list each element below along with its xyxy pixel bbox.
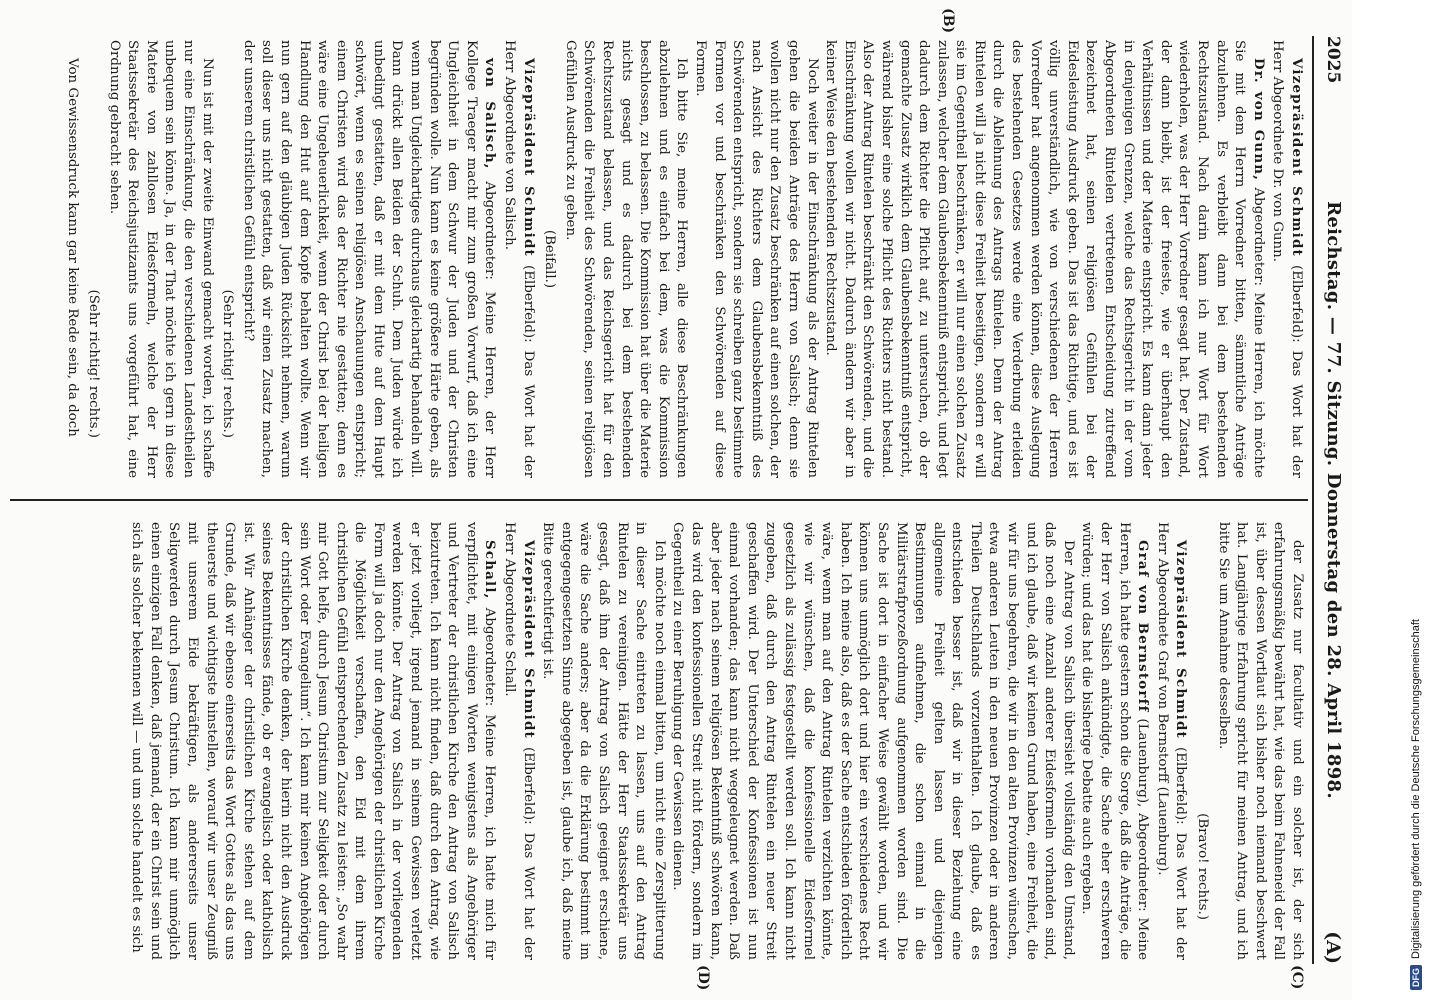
paragraph-text: der Zusatz nur facultativ und ein solcher ist, der sich erfahrungsmäßig bewährt hat, wie das beim Fahneneid der Fall ist, über dessen Wortlaut sich bisher noch niemand beschwert hat. Langjährige Erfahrung spricht für meinen Antrag, und ich bitte Sie um Annahme desselben.: [1215, 522, 1305, 960]
paragraph-text: Abgeordneter: Meine Herren, der Herr Kollege Traeger macht mir zum großen Vorwurf, daß ich eine Ungleichheit in dem Schwur der Juden und der Christen begründen wolle. Nun kann es keine größere Härte geben, als wenn man Ungleichartiges durchaus gleichartig behandeln will. Dann drückt allen Beiden der Schuh. Dem Juden würde ich unbedingt gestatten, daß er mit dem Hute auf dem Haupt schwört, wenn es seinen religiösen Anschauungen entspricht; einem Christen wird das der Richter nie gestatten; denn es wäre eine Ungeheuerlichkeit, wenn der Christ bei der heiligen Handlung den Hut auf dem Kopfe behalten wollte. Wenn wir nun gern auf den gläubigen Juden Rücksicht nehmen, warum soll dieser uns nicht gestatten, daß wir einen Zusatz machen, der unserem christlichen Gefühl entspricht?: [240, 40, 498, 478]
paragraph: [821, 40, 1268, 478]
paragraph-text: Ich bitte Sie, meine Herren, alle diese Beschränkungen abzulehnen und es einfach bei dem, was die Kommission beschlossen, zu belassen. Die Kommission hat über die Materie nichts gesagt und es dadurch bei dem bestehenden Rechtszustand belassen, und das Reichsgericht hat für den Schwörenden die Freiheit des Schwörenden, seinen religiösen Gefühlen Ausdruck zu geben.: [562, 40, 690, 478]
paragraph: [560, 40, 690, 478]
section-marker-a: (A): [1322, 931, 1344, 964]
footer-text: Digitalisierung gefördert durch die Deutsche Forschungsgemeinschaft: [1410, 619, 1422, 959]
speaker-name: Vizepräsident Schmidt: [1173, 540, 1190, 739]
speaker-name: Graf von Bernstorff: [1135, 540, 1152, 713]
margin-marker-d: (D): [695, 965, 711, 991]
paragraph: [127, 522, 500, 960]
text-column-left: [11, 40, 1306, 478]
paragraph-text: (Elberfeld): Das Wort hat der Herr Abgeordnete Graf von Bernstorff (Lauenburg).: [1154, 522, 1189, 960]
paragraph-text: (Elberfeld): Das Wort hat der Herr Abgeordnete von Salisch.: [502, 40, 536, 478]
page-number: 2025: [1323, 36, 1343, 84]
dfg-logo: DFG: [1410, 965, 1422, 990]
paragraph: [63, 40, 82, 478]
paragraph-text: (Bravo! rechts.): [1195, 813, 1211, 920]
paragraph-text: (Beifall.): [542, 229, 558, 289]
paragraph: [538, 522, 668, 960]
paragraph: [690, 40, 820, 478]
margin-marker-c: (C): [1289, 965, 1305, 990]
paragraph: [1152, 522, 1190, 960]
paragraph: [499, 522, 537, 960]
speaker-name: Vizepräsident Schmidt: [1289, 58, 1305, 257]
paragraph: [1077, 522, 1152, 960]
column-divider: [10, 499, 1308, 501]
page-header: [1312, 36, 1346, 964]
paragraph-text: (Lauenburg), Abgeordneter: Meine Herren, ich hatte gestern schon die Sorge, daß die Anträge, die der Herr von Salisch ankündigte, die Sache eher erschweren würden; und das hat die bisherige Debatte auch ergeben.: [1079, 522, 1151, 960]
margin-marker-b: (B): [940, 8, 956, 34]
paragraph: [238, 40, 499, 478]
speaker-name: Dr. von Gunn,: [1250, 58, 1267, 182]
paragraph: [1268, 40, 1306, 478]
speaker-name: Schall,: [482, 540, 499, 600]
paragraph-text: Von Gewissensdruck kann gar keine Rede sein, da doch: [65, 58, 81, 437]
paragraph: [540, 40, 559, 478]
speaker-name: von Salisch,: [482, 58, 499, 170]
paragraph: [1213, 522, 1306, 960]
paragraph-text: (Sehr richtig! rechts.): [86, 289, 101, 438]
paragraph: [499, 40, 537, 478]
paragraph-text: Abgeordneter: Meine Herren, ich möchte Sie mit dem Herrn Vorredner bitten, sämmtliche Anträge abzulehnen. Es verbleibt dann bei dem bestehenden Rechtszustand. Nach darin kann ich nur Wort für Wort wiederholen, was der Herr Vorredner gesagt hat. Der Zustand, der dann bleibt, ist der freieste, wie er überhaupt den Verhältnissen und der Materie entspricht. Es kann dann jeder in denjenigen Grenzen, welche das Rechtsgericht in der vom Abgeordneten Rintelen vertretenen Entscheidung zutreffend bezeichnet hat, seinen religiösen Gefühlen bei der Eidesleistung Ausdruck geben. Das ist das Richtige, und es ist völlig unverständlich, wie von verschiedenen der Herren Vorredner hat angenommen werden können, diese Auslegung des bestehenden Gesetzes werde eine Verderbung erleiden durch die Ablehnung des Antrags Rintelen. Denn der Antrag Rintelen will ja nicht diese Freiheit beseitigen, sondern er will sie im Gegentheil beschränken, er will nur einen solchen Zusatz zulassen, welcher dem Glaubensbekenntniß entspricht, und legt dadurch dem Richter die Pflicht auf, zu untersuchen, ob der gemachte Zusatz wirklich dem Glaubensbekenntniß entspricht, während bisher eine solche Pflicht des Richters nicht bestand. Also der Antrag Rintelen beschränkt den Schwörenden, und die Einschränkung wollen wir nicht. Dadurch ändern wir aber in keiner Weise den bestehenden Rechtszustand.: [823, 40, 1266, 478]
paragraph: [668, 522, 1077, 960]
paragraph: [83, 40, 102, 478]
paragraph-text: Der Antrag von Salisch übersieht vollständig den Umstand, daß noch eine Anzahl anderer Eidesformeln vorhanden sind, und ich glaube, daß wir keinen Grund haben, eine Freiheit, die wir für uns begehren, die wir in den alten Provinzen wünschen, etwa anderen Leuten in den neuen Provinzen oder in anderen Theilen Deutschlands vorzuenthalten. Ich glaube, daß es entschieden besser ist, daß wir in dieser Beziehung eine allgemeine Freiheit gelten lassen und diejenigen Bestimmungen aufnehmen, die schon einmal in die Militärstrafprozeßordnung aufgenommen worden sind. Die Sache ist dort in einfacher Weise gewählt worden, und wir können uns unmöglich dort und hier ein verschiedenes Recht haben. Ich meine also, daß es der Sache entschieden förderlich wäre, wenn man auf den Antrag Rintelen verzichten könnte, wie wir wünschen, daß die konfessionelle Eidesformel gesetzlich als zulässig festgestellt werden soll. Ich kann nicht zugeben, daß durch den Antrag Rintelen ein neuer Streit geschaffen wird. Der Unterschied der Konfessionen ist nun einmal vorhanden; das kann nicht weggeleugnet werden. Daß aber jeder nach seinem religiösen Bekenntniß schwören kann, das wird den konfessionellen Streit nicht fördern, sondern im Gegentheil zu einer Beruhigung der Gewissen dienen.: [670, 522, 1076, 960]
speaker-name: Vizepräsident Schmidt: [520, 540, 537, 739]
paragraph-text: Ich möchte noch einmal bitten, um nicht eine Zersplitterung in dieser Sache eintreten zu lassen, uns auf den Antrag Rintelen zu vereinigen. Hätte der Herr Staatssekretär uns gesagt, daß ihm der Antrag von Salisch geeignet erschiene, wäre die Sache anders; aber da die Erklärung bestimmt im entgegengesetzten Sinne abgegeben ist, glaube ich, daß meine Bitte gerechtfertigt ist.: [540, 522, 667, 960]
text-column-right: [11, 522, 1306, 960]
paragraph: [104, 40, 216, 478]
paragraph-text: Abgeordneter: Meine Herren, ich hatte mich für verpflichtet, mit einigen Worten wenigstens als Angehöriger und Vertreter der christlichen Kirche den Antrag von Salisch beizutreten. Ich kann nicht finden, daß durch den Antrag, wie er jetzt vorliegt, irgend jemand in seinem Gewissen verletzt werden könnte. Der Antrag von Salisch in der vorliegenden Form will ja doch nur den Angehörigen der christlichen Kirche die Möglichkeit verschaffen, den Eid mit dem ihrem christlichen Gefühl entsprechenden Zusatz zu leisten: „So wahr mir Gott helfe, durch Jesum Christum zur Seligkeit oder durch sein Wort oder Evangelium“. Ich kann mir keinen Angehörigen der christlichen Kirche denken, der hierin nicht den Ausdruck seines Bekenntnisses fände, ob er evangelisch oder katholisch ist. Wir Anhänger der christlichen Kirche stehen auf dem Grunde, daß wir ebenso einerseits das Wort Gottes als das uns theuerste und wichtigste hinstellen, worauf wir unser Zeugniß mit unserem Eide bekräftigen, als andererseits unser Seligwerden durch Jesum Christum. Ich kann mir unmöglich einen einzigen Fall denken, daß jemand, der ein Christ sein und sich als solcher bekennen will — und um solche handelt es sich: [129, 522, 498, 960]
paragraph-text: (Elberfeld): Das Wort hat der Herr Abgeordnete Schall.: [502, 522, 536, 960]
paragraph: [1192, 522, 1211, 960]
paragraph-text: Noch weiter in der Einschränkung als der Antrag Rintelen gehen die beiden Anträge des Herrn von Salisch; denn sie wollen nicht nur den Zusatz beschränken auf einen solchen, der nach Ansicht des Richters dem Glaubensbekenntniß des Schwörenden entspricht, sondern sie schreiben ganz bestimmte Formen vor und beschränken den Schwörenden auf diese Formen.: [693, 40, 820, 478]
paragraph-text: Nun ist mit der zweite Einwand gemacht worden, ich schaffe nur eine Einschränkung, die den verschiedenen Landestheilen unbequem sein könne. Ja, in der That möchte ich gern in diese Materie von zahllosen Eidesformeln, welche der Herr Staatssekretär des Reichsjustizamts uns vorgeführt hat, eine Ordnung gebracht sehen.: [106, 40, 215, 478]
paragraph-text: (Elberfeld): Das Wort hat der Herr Abgeordnete Dr. von Gunn.: [1270, 40, 1304, 478]
paragraph: [218, 40, 237, 478]
speaker-name: Vizepräsident Schmidt: [520, 58, 537, 257]
page-title: Reichstag. — 77. Sitzung. Donnerstag den 28. April 1898.: [1323, 201, 1344, 799]
paragraph-text: (Sehr richtig! rechts.): [220, 289, 236, 438]
footer-credit: [1402, 30, 1430, 990]
